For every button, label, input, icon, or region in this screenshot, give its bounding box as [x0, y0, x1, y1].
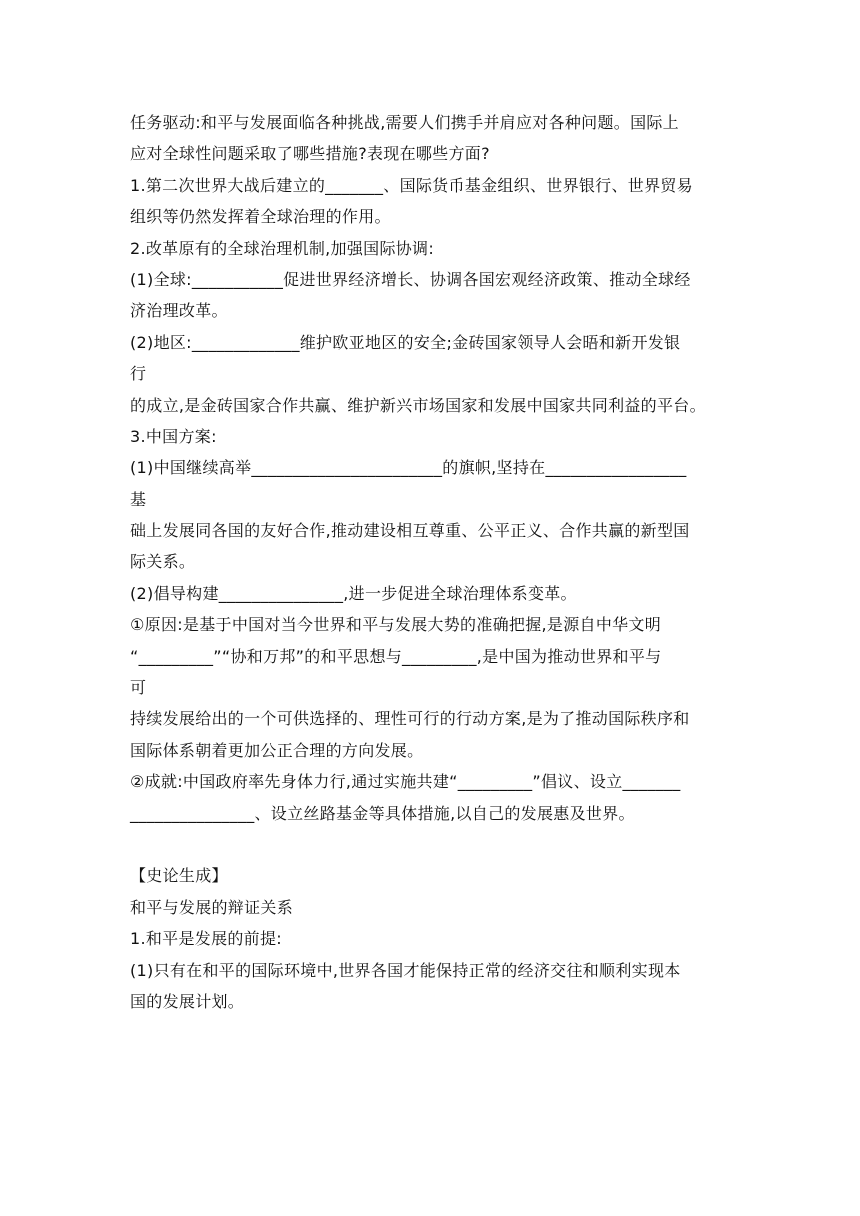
item-3-1-line-c: 础上发展同各国的友好合作,推动建设相互尊重、公平正义、合作共赢的新型国 — [130, 521, 690, 541]
task-line-2: 应对全球性问题采取了哪些措施?表现在哪些方面? — [130, 144, 490, 164]
item-2-1-line-b: 济治理改革。 — [130, 301, 228, 321]
item-3-1-line-d: 际关系。 — [130, 552, 196, 572]
section-point-1-1-line-b: 国的发展计划。 — [130, 991, 245, 1011]
section-point-1: 1.和平是发展的前提: — [130, 929, 282, 949]
achievement-line-b: _______________、设立丝路基金等具体措施,以自己的发展惠及世界。 — [130, 803, 635, 823]
reason-line-c: 可 — [130, 678, 147, 698]
reason-line-a: ①原因:是基于中国对当今世界和平与发展大势的准确把握,是源自中华文明 — [130, 615, 662, 635]
item-2-2-line-a: (2)地区:_____________维护欧亚地区的安全;金砖国家领导人会晤和新开发银 — [130, 332, 681, 352]
reason-line-b: “_________”“协和万邦”的和平思想与_________,是中国为推动世界和平与 — [130, 646, 662, 666]
item-2-2-line-b: 行 — [130, 364, 147, 384]
item-3-2: (2)倡导构建_______________,进一步促进全球治理体系变革。 — [130, 583, 577, 603]
section-title: 【史论生成】 — [130, 866, 228, 886]
reason-line-d: 持续发展给出的一个可供选择的、理性可行的行动方案,是为了推动国际秩序和 — [130, 709, 690, 729]
item-2-1-line-a: (1)全球:___________促进世界经济增长、协调各国宏观经济政策、推动全球经 — [130, 269, 691, 289]
blank-line — [130, 829, 730, 860]
item-2-2-line-c: 的成立,是金砖国家合作共赢、维护新兴市场国家和发展中国家共同利益的平台。 — [130, 395, 706, 415]
item-1-line-a: 1.第二次世界大战后建立的_______、国际货币基金组织、世界银行、世界贸易 — [130, 175, 693, 195]
section-subtitle: 和平与发展的辩证关系 — [130, 897, 294, 917]
reason-line-e: 国际体系朝着更加公正合理的方向发展。 — [130, 740, 424, 760]
document-page — [130, 107, 730, 1017]
item-3-1-line-b: 基 — [130, 489, 147, 509]
section-point-1-1-line-a: (1)只有在和平的国际环境中,世界各国才能保持正常的经济交往和顺利实现本 — [130, 960, 681, 980]
item-1-line-b: 组织等仍然发挥着全球治理的作用。 — [130, 207, 391, 227]
item-3-heading: 3.中国方案: — [130, 426, 217, 446]
task-line-1: 任务驱动:和平与发展面临各种挑战,需要人们携手并肩应对各种问题。国际上 — [130, 113, 679, 132]
item-2-heading: 2.改革原有的全球治理机制,加强国际协调: — [130, 238, 435, 258]
achievement-line-a: ②成就:中国政府率先身体力行,通过实施共建“_________”倡议、设立_______ — [130, 772, 681, 792]
item-3-1-line-a: (1)中国继续高举_______________________的旗帜,坚持在_________________ — [130, 458, 687, 478]
